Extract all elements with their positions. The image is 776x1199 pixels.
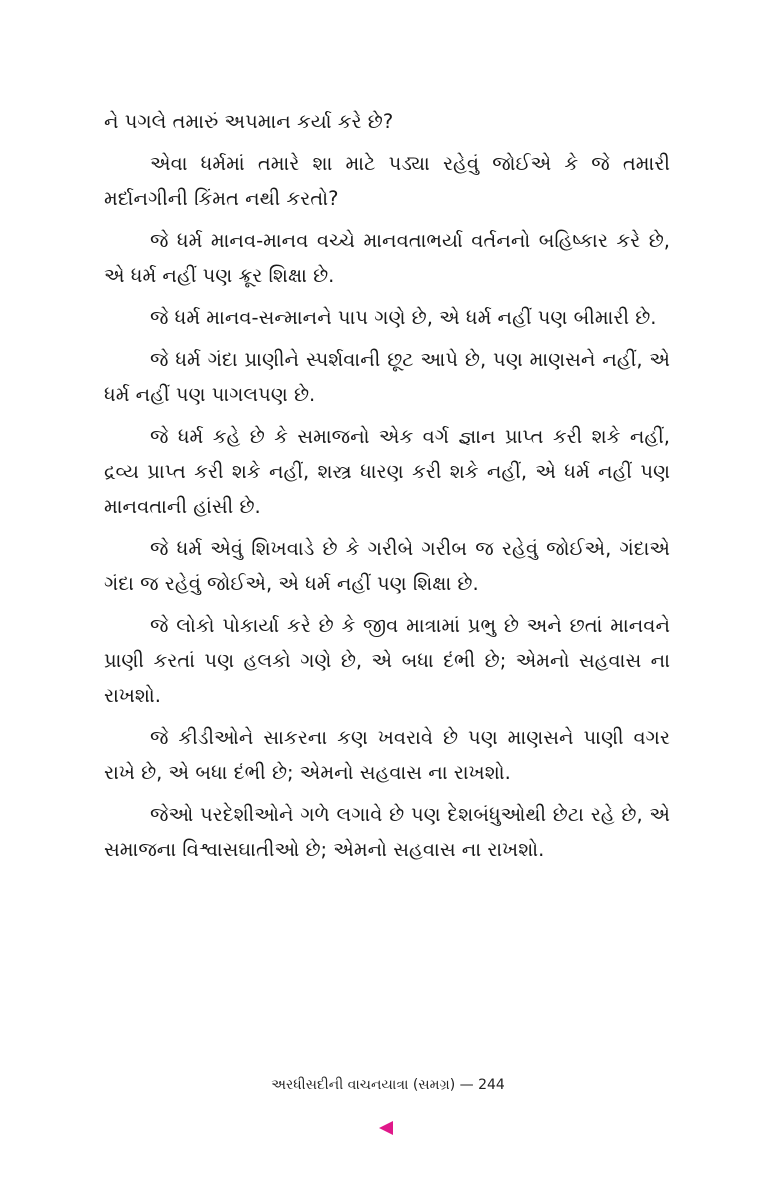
page-footer: અરધીસદીની વાચનયાત્રા (સમગ્ર) — 244: [271, 1077, 505, 1093]
paragraph-1: ને પગલે તમારું અપમાન કર્યા કરે છે?: [104, 110, 394, 133]
paragraph-2: એવા ધર્મમાં તમારે શા માટે પડ્યા રહેવું જોઈએ કે જે તમારી મર્દાનગીની કિંમત નથી કરતો?: [104, 152, 670, 210]
page-body: [104, 104, 670, 874]
paragraph-6: જે ધર્મ કહે છે કે સમાજનો એક વર્ગ જ્ઞાન પ્રાપ્ત કરી શકે નહીં, દ્રવ્ય પ્રાપ્ત કરી શકે નહીં, શસ્ત્ર ધારણ કરી શકે નહીં, એ ધર્મ નહીં પણ માનવતાની હાંસી છે.: [104, 425, 670, 518]
paragraph-4: જે ધર્મ માનવ-સન્માનને પાપ ગણે છે, એ ધર્મ નહીં પણ બીમારી છે.: [150, 306, 657, 329]
paragraph-8: જે લોકો પોકાર્યા કરે છે કે જીવ માત્રામાં પ્રભુ છે અને છતાં માનવને પ્રાણી કરતાં પણ હલકો ગણે છે, એ બધા દંભી છે; એમનો સહવાસ ના રાખશો.: [104, 614, 670, 707]
paragraph-3: જે ધર્મ માનવ-માનવ વચ્ચે માનવતાભર્યા વર્તનનો બહિષ્કાર કરે છે, એ ધર્મ નહીં પણ ક્રૂર શિક્ષા છે.: [104, 229, 670, 287]
paragraph-7: જે ધર્મ એવું શિખવાડે છે કે ગરીબે ગરીબ જ રહેવું જોઈએ, ગંદાએ ગંદા જ રહેવું જોઈએ, એ ધર્મ નહીં પણ શિક્ષા છે.: [104, 537, 670, 595]
triangle-left-icon[interactable]: [379, 1121, 393, 1135]
paragraph-5: જે ધર્મ ગંદા પ્રાણીને સ્પર્શવાની છૂટ આપે છે, પણ માણસને નહીં, એ ધર્મ નહીં પણ પાગલપણ છે.: [104, 348, 670, 406]
paragraph-9: જે કીડીઓને સાકરના કણ ખવરાવે છે પણ માણસને પાણી વગર રાખે છે, એ બધા દંભી છે; એમનો સહવાસ ના રાખશો.: [104, 726, 670, 784]
paragraph-10: જેઓ પરદેશીઓને ગળે લગાવે છે પણ દેશબંધુઓથી છેટા રહે છે, એ સમાજના વિશ્વાસઘાતીઓ છે; એમનો સહવાસ ના રાખશો.: [104, 803, 670, 861]
